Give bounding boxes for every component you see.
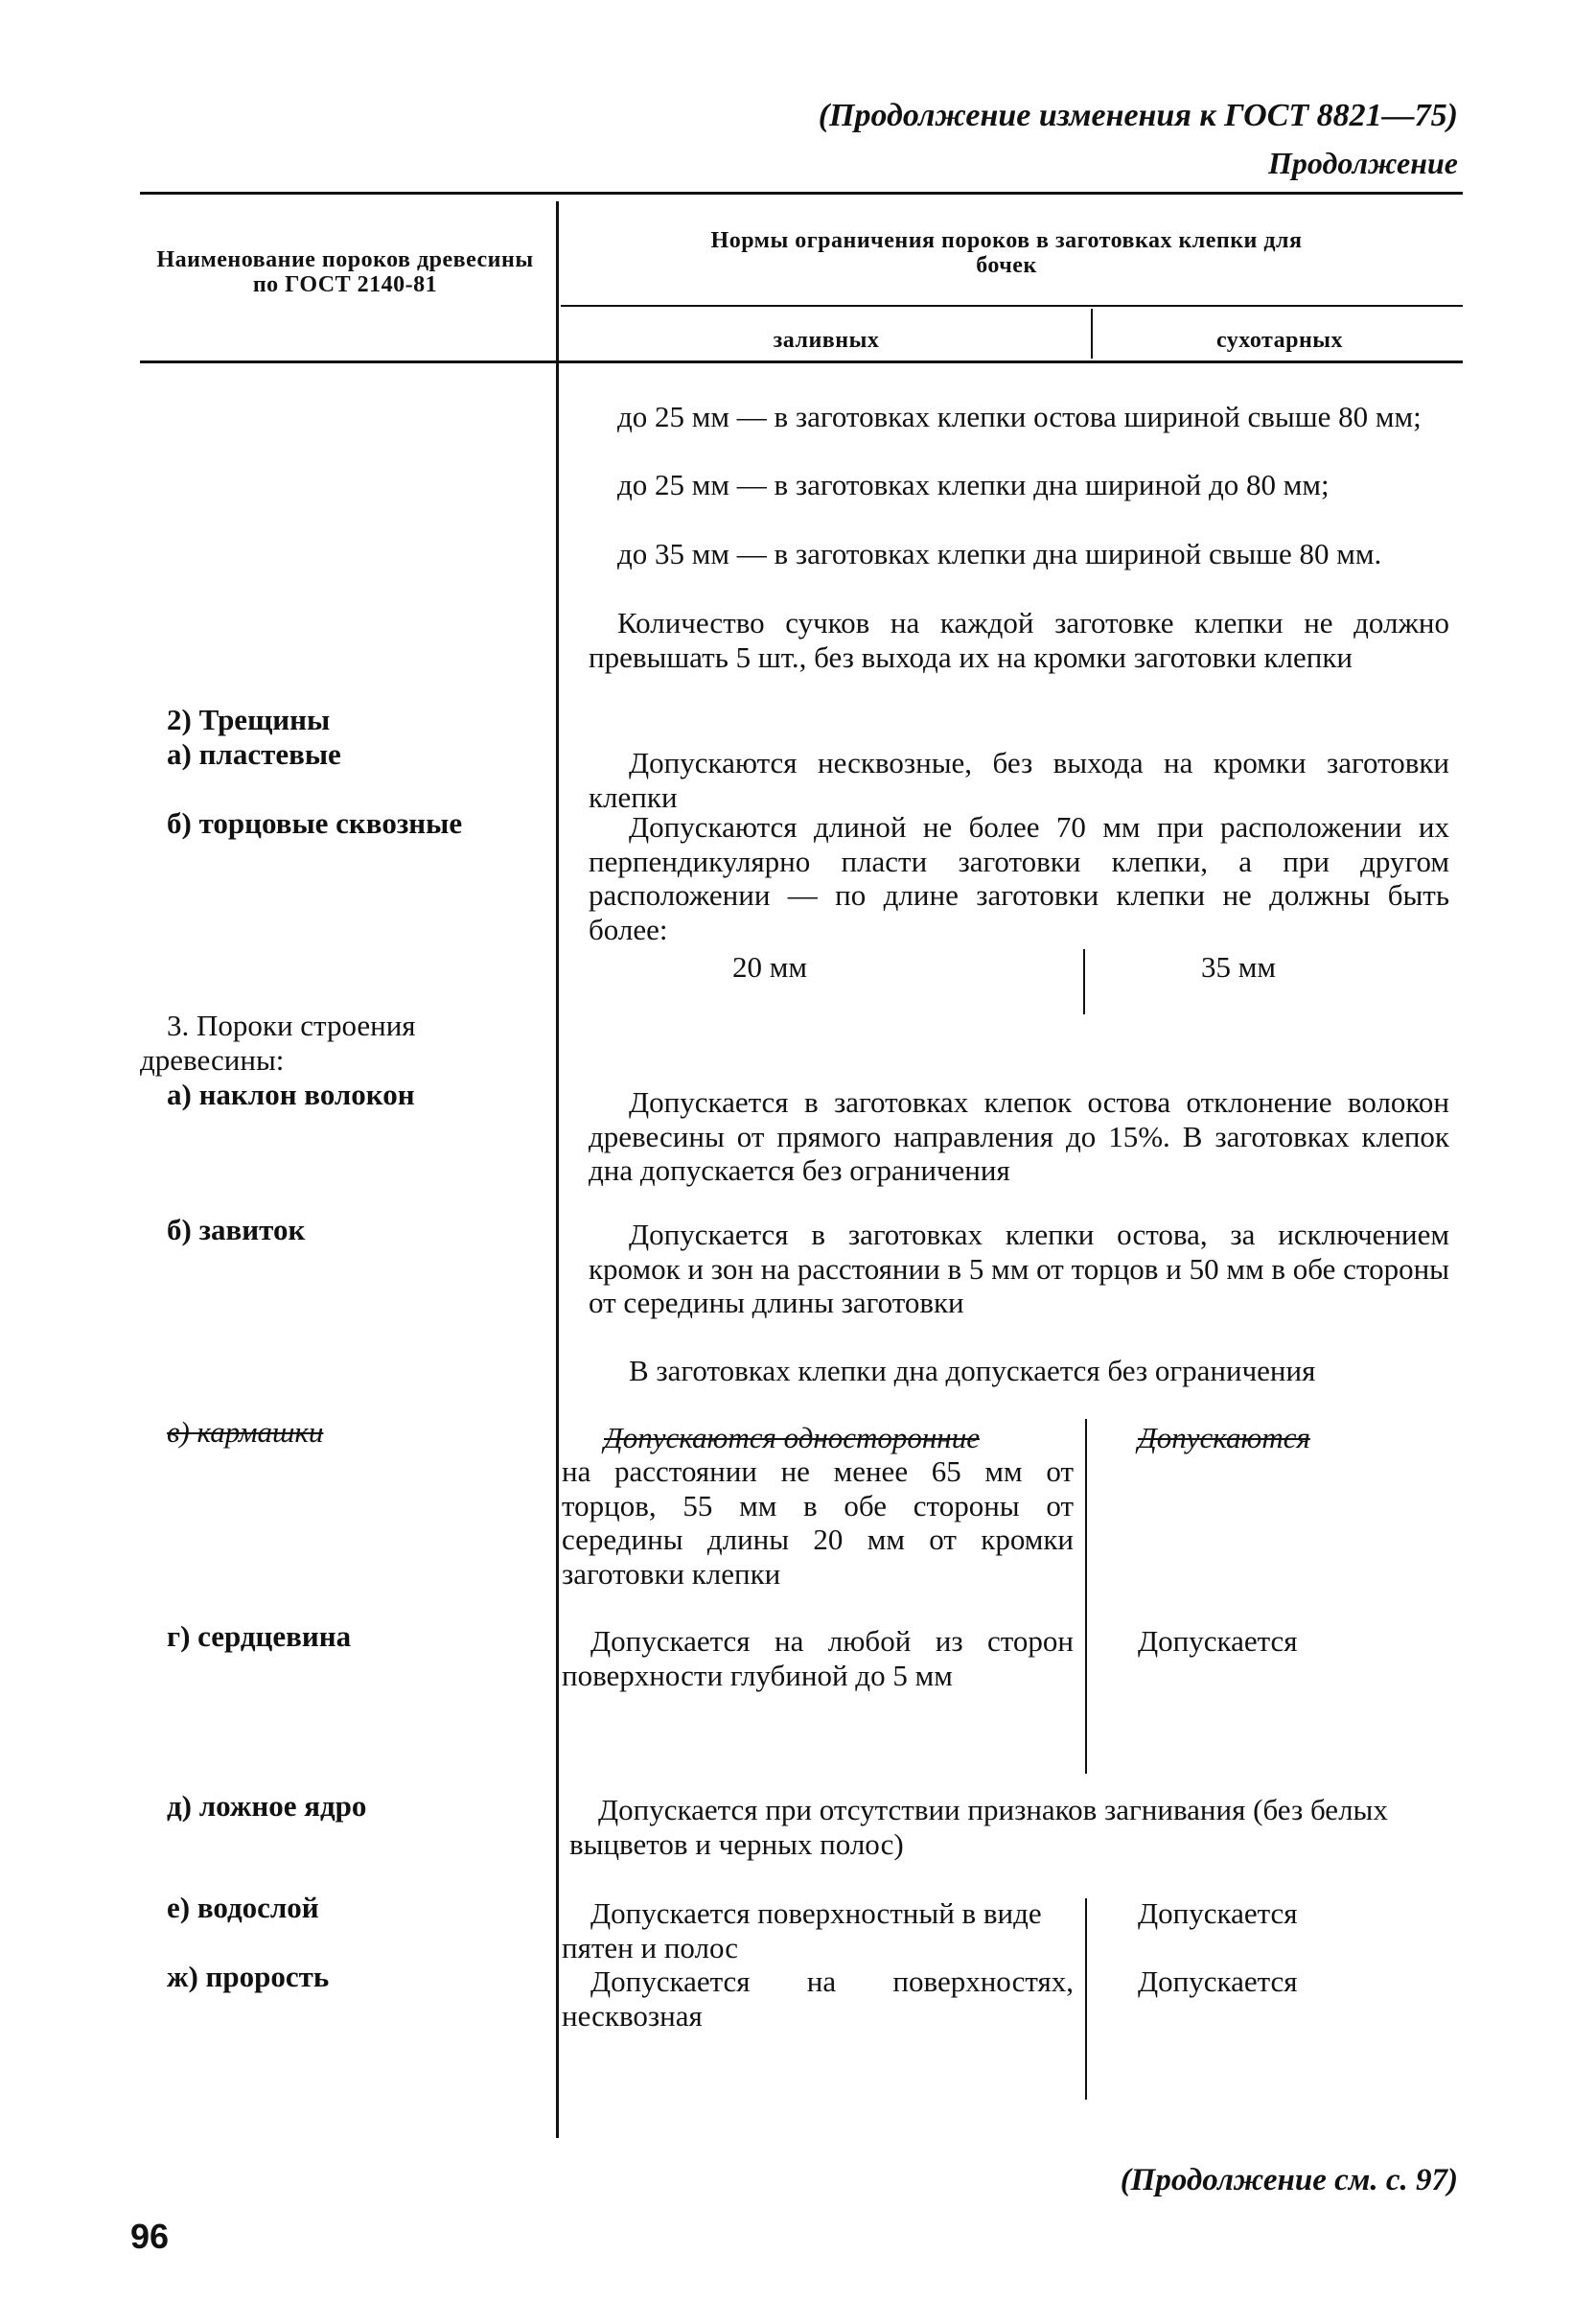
- water-core-divider: [1085, 1898, 1087, 2100]
- ingrown-bark-label: ж) пророcть: [167, 1960, 330, 1993]
- pith-right-norm: Допускается: [1138, 1624, 1298, 1658]
- table-top-rule: [140, 192, 1463, 195]
- curl-norm-bottom: В заготовках клепки дна допускается без ограничения: [629, 1354, 1316, 1387]
- structure-label-line2: древесины:: [140, 1043, 285, 1077]
- water-core-right-norm: Допускается: [1138, 1896, 1298, 1930]
- subheader-right: сухотарных: [1215, 328, 1344, 353]
- pockets-right-struck: Допускаются: [1138, 1421, 1310, 1454]
- curl-label: б) завиток: [167, 1213, 306, 1246]
- cracks-face-label: а) пластевые: [167, 737, 341, 771]
- water-core-label: е) водослой: [167, 1891, 319, 1924]
- column-divider: [556, 201, 559, 2138]
- continuation-header: (Продолжение изменения к ГОСТ 8821—75): [818, 98, 1458, 133]
- cracks-end-left-value: 20 мм: [732, 950, 807, 984]
- pockets-divider: [1085, 1419, 1087, 1774]
- continued-on-note: (Продолжение см. с. 97): [1120, 2163, 1458, 2197]
- column-header-norms: Нормы ограничения пороков в заготовках клепки для бочек: [710, 228, 1303, 278]
- page-number: 96: [130, 2217, 170, 2256]
- knots-norm-2: до 25 мм — в заготовках клепки дна шириной до 80 мм;: [617, 468, 1330, 501]
- grain-slope-norm: Допускается в заготовках клепок остова отклонение волокон древесины от прямого направления до 15%. В заготовках клепок дна допускается без ограничения: [589, 1085, 1449, 1187]
- subheader-divider: [1091, 309, 1093, 359]
- column-header-defect-name: Наименование пороков древесины по ГОСТ 2140-81: [156, 247, 534, 297]
- knots-norm-4: Количество сучков на каждой заготовке клепки не должно превышать 5 шт., без выхода их на кромки заготовки клепки: [589, 606, 1449, 674]
- header-bottom-rule: [140, 360, 1463, 363]
- curl-norm: Допускается в заготовках клепки остова, за исключением кромок и зон на расстоянии в 5 мм от торцов и 50 мм в обе стороны от середины длины заготовки: [589, 1218, 1449, 1319]
- knots-norm-1: до 25 мм — в заготовках клепки остова шириной свыше 80 мм;: [617, 400, 1422, 433]
- pith-left-norm: Допускается на любой из сторон поверхности глубиной до 5 мм: [562, 1624, 1074, 1692]
- water-core-left-norm: Допускается поверхностный в виде пятен и полос: [562, 1896, 1042, 1964]
- ingrown-bark-right-norm: Допускается: [1138, 1964, 1298, 1998]
- pockets-left-struck: Допускаются односторонние: [604, 1421, 980, 1454]
- pockets-left-norm: на расстоянии не менее 65 мм от торцов, 55 мм в обе стороны от середины длины 20 мм от кромки заготовки клепки: [562, 1454, 1074, 1591]
- cracks-face-norm: Допускаются несквозные, без выхода на кромки заготовки клепки: [589, 746, 1449, 814]
- cracks-end-label: б) торцовые сквозные: [167, 806, 463, 840]
- ingrown-bark-left-norm: Допускается на поверхностях, несквозная: [562, 1964, 1074, 2033]
- false-heartwood-label: д) ложное ядро: [167, 1789, 367, 1823]
- cracks-value-divider: [1083, 949, 1085, 1014]
- subheader-left: заливных: [773, 328, 880, 353]
- pith-label: г) сердцевина: [167, 1619, 352, 1653]
- pockets-label: в) кармашки: [167, 1415, 324, 1449]
- cracks-label: 2) Трещины: [167, 703, 331, 736]
- cracks-end-right-value: 35 мм: [1201, 950, 1276, 984]
- structure-label-line1: 3. Пороки строения: [167, 1009, 416, 1042]
- table-continued-label: Продолжение: [1268, 146, 1458, 180]
- cracks-end-norm: Допускаются длиной не более 70 мм при расположении их перпендикулярно пласти заготовки клепки, а при другом расположении — по длине заготовки клепки не должны быть более:: [589, 810, 1449, 946]
- subheader-rule: [561, 305, 1463, 307]
- false-heartwood-norm: Допускается при отсутствии признаков загнивания (без белых выцветов и черных полос): [569, 1793, 1388, 1861]
- knots-norm-3: до 35 мм — в заготовках клепки дна шириной свыше 80 мм.: [617, 537, 1382, 570]
- grain-slope-label: а) наклон волокон: [167, 1078, 415, 1111]
